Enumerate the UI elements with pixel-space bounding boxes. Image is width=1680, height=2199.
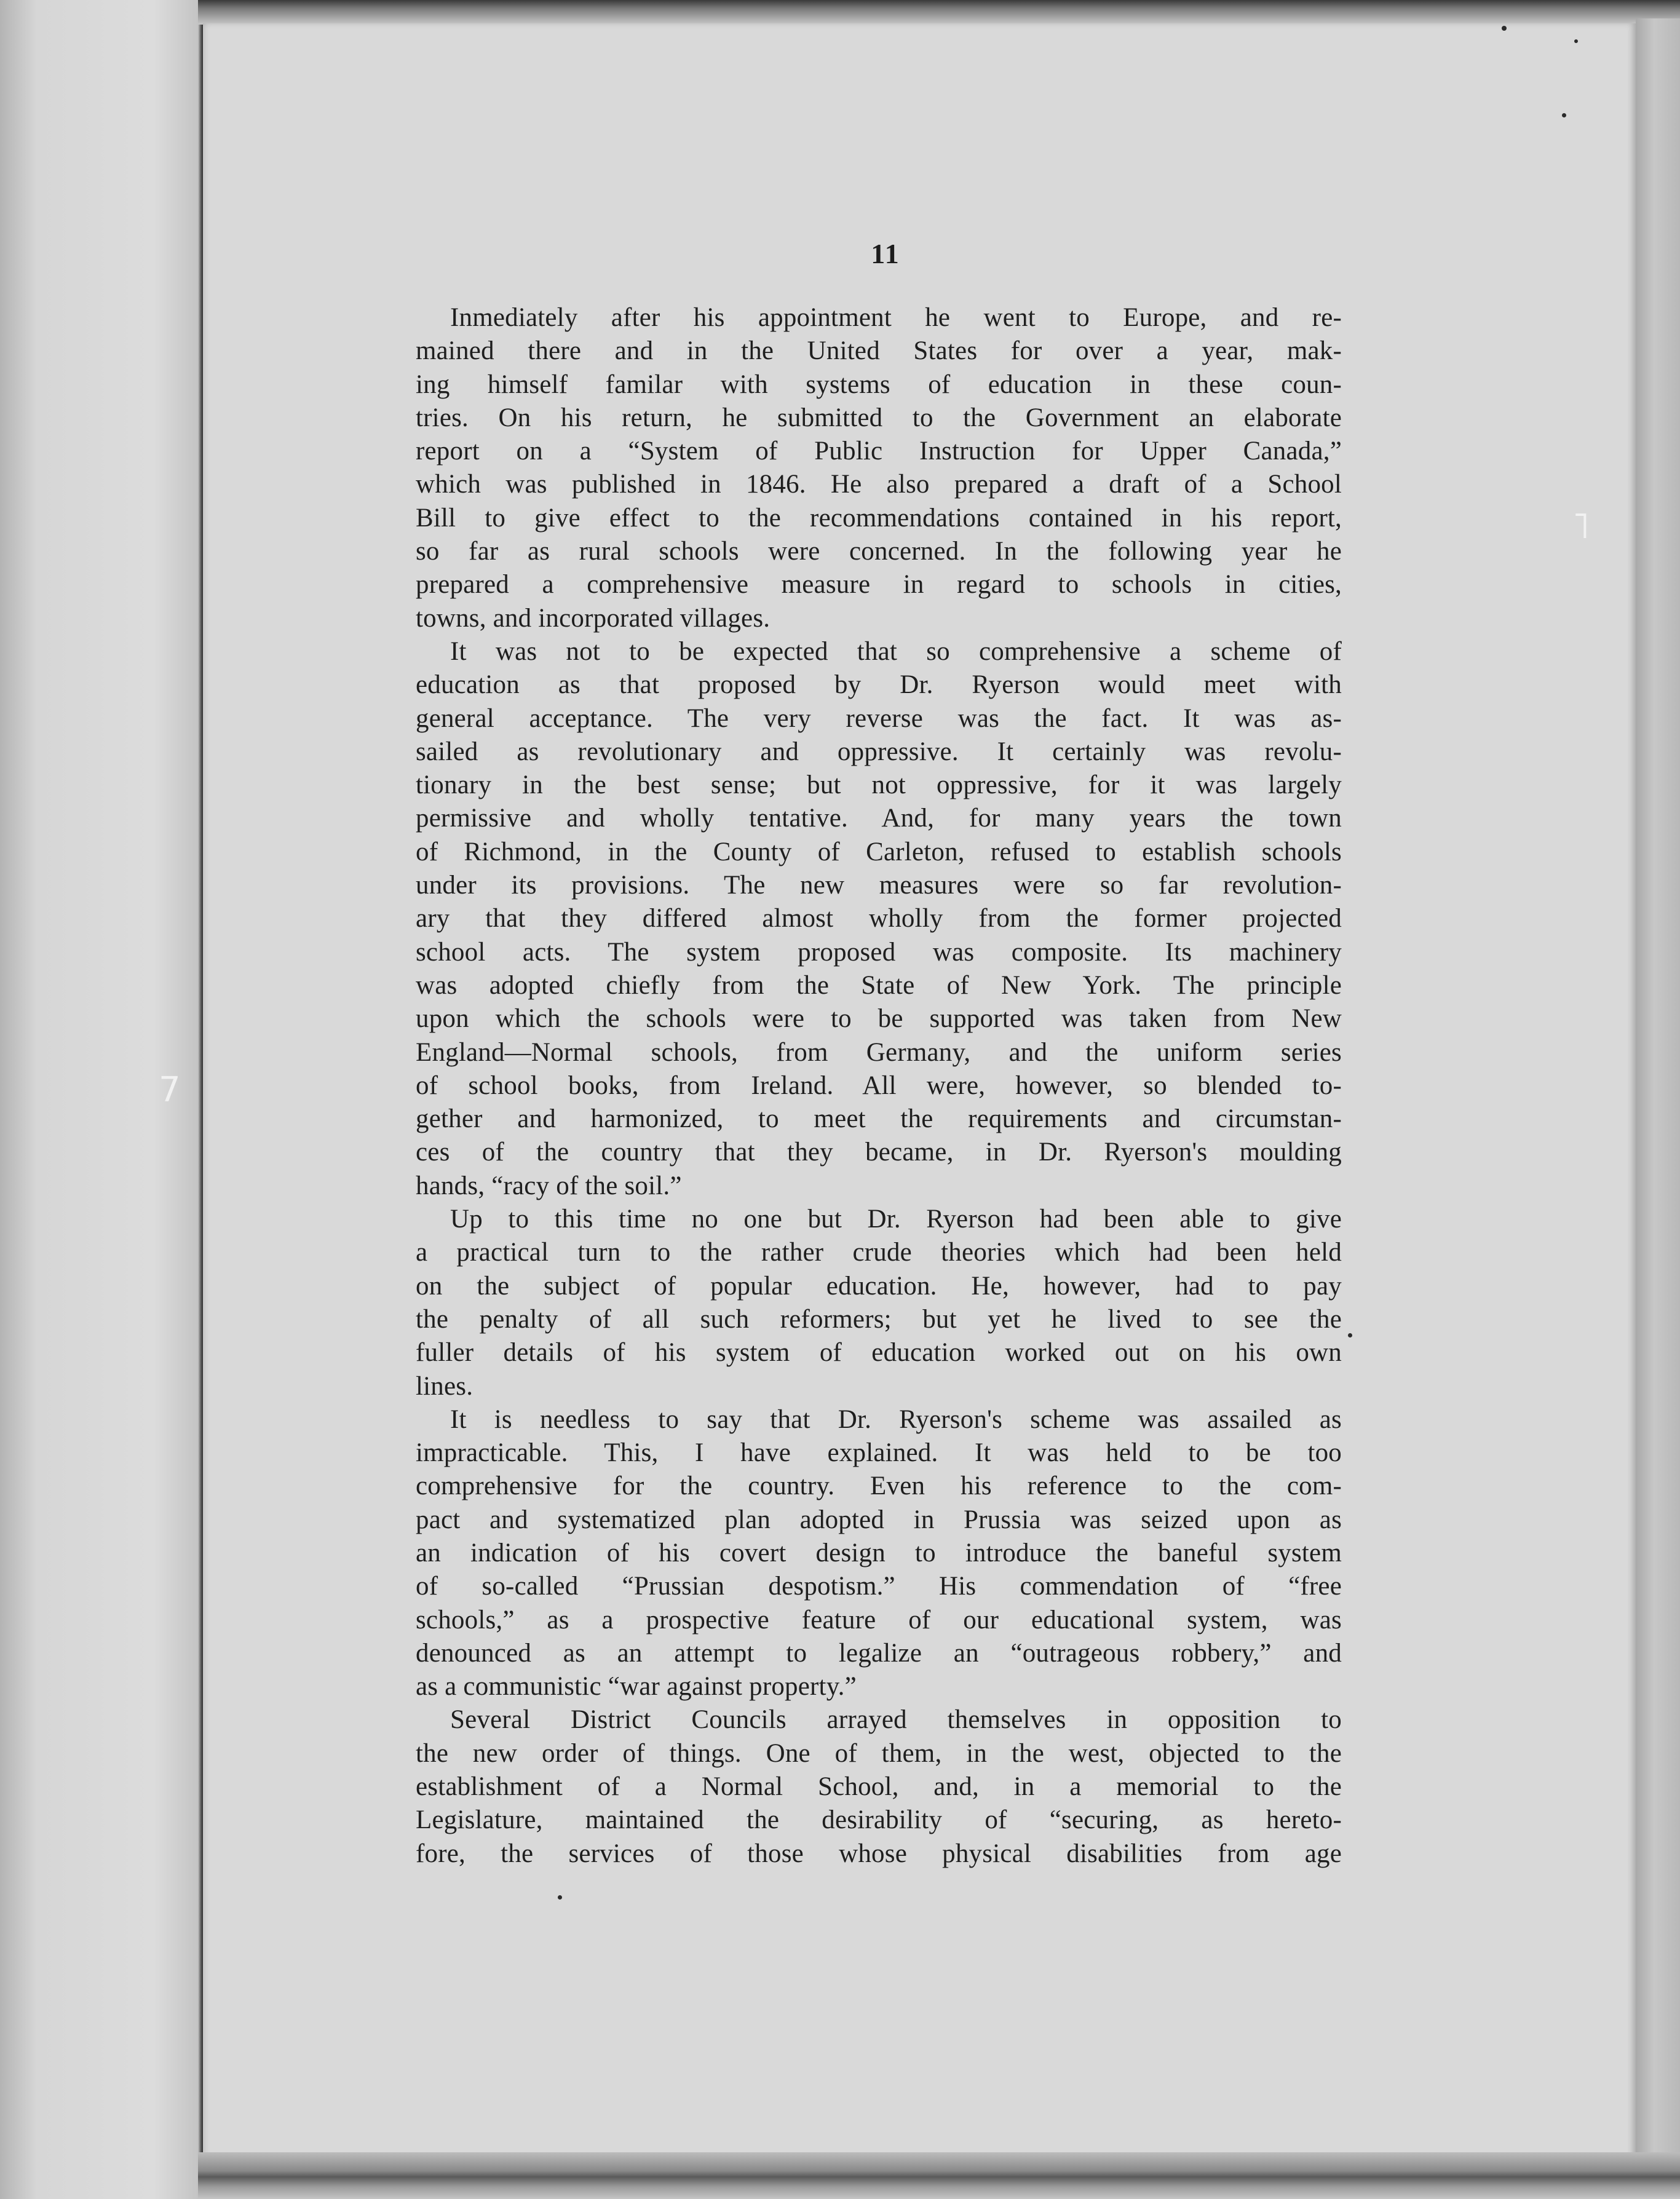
text-line: the penalty of all such reformers; but yet he lived to see the — [416, 1304, 1342, 1334]
text-line: ces of the country that they became, in Dr. Ryerson's moulding — [416, 1138, 1342, 1167]
body-text — [416, 301, 1342, 1871]
scan-speck — [1562, 113, 1566, 117]
text-line: impracticable. This, I have explained. It was held to be too — [416, 1438, 1342, 1468]
text-line: It is needless to say that Dr. Ryerson's scheme was assailed as — [450, 1405, 1342, 1434]
text-line: establishment of a Normal School, and, in a memorial to the — [416, 1772, 1342, 1802]
text-line: ary that they differed almost wholly from the former projected — [416, 904, 1342, 933]
text-line: as a communistic “war against property.” — [416, 1672, 857, 1702]
text-line: It was not to be expected that so comprehensive a scheme of — [450, 636, 1342, 666]
text-line: lines. — [416, 1371, 473, 1401]
text-line: Legislature, maintained the desirability of “securing, as hereto- — [416, 1805, 1342, 1835]
text-line: upon which the schools were to be supported was taken from New — [416, 1004, 1342, 1034]
page-top-edge — [198, 0, 1680, 25]
text-line: sailed as revolutionary and oppressive. It certainly was revolu- — [416, 737, 1342, 766]
scan-mark: ˥ — [1572, 504, 1590, 547]
page-bottom-edge — [198, 2152, 1680, 2199]
text-line: an indication of his covert design to introduce the baneful system — [416, 1538, 1342, 1567]
text-line: ing himself familar with systems of education in these coun- — [416, 370, 1342, 399]
text-line: mained there and in the United States for over a year, mak- — [416, 336, 1342, 366]
text-line: permissive and wholly tentative. And, for many years the town — [416, 804, 1342, 833]
text-line: a practical turn to the rather crude theories which had been held — [416, 1238, 1342, 1267]
text-line: report on a “System of Public Instruction for Upper Canada,” — [416, 437, 1342, 466]
text-line: prepared a comprehensive measure in regard to schools in cities, — [416, 570, 1342, 600]
text-line: fore, the services of those whose physical disabilities from age — [416, 1839, 1342, 1868]
text-line: Several District Councils arrayed themselves in opposition to — [450, 1705, 1342, 1735]
text-line: schools,” as a prospective feature of our educational system, was — [416, 1605, 1342, 1634]
page-right-edge — [1636, 18, 1680, 2199]
text-line: of so-called “Prussian despotism.” His commendation of “free — [416, 1572, 1342, 1601]
text-line: England—Normal schools, from Germany, and the uniform series — [416, 1037, 1342, 1067]
text-line: of Richmond, in the County of Carleton, refused to establish schools — [416, 837, 1342, 866]
text-line: tries. On his return, he submitted to the Government an elaborate — [416, 403, 1342, 432]
scan-speck — [1574, 39, 1578, 43]
scan-speck — [1502, 26, 1507, 31]
text-line: on the subject of popular education. He, however, had to pay — [416, 1271, 1342, 1301]
page-number: 11 — [871, 238, 900, 269]
text-line: so far as rural schools were concerned. In the following year he — [416, 537, 1342, 566]
text-line: pact and systematized plan adopted in Prussia was seized upon as — [416, 1505, 1342, 1534]
text-line: Inmediately after his appointment he went to Europe, and re- — [450, 303, 1342, 332]
text-line: comprehensive for the country. Even his reference to the com- — [416, 1472, 1342, 1501]
text-line: general acceptance. The very reverse was the fact. It was as- — [416, 703, 1342, 733]
text-line: gether and harmonized, to meet the requirements and circumstan- — [416, 1104, 1342, 1134]
text-line: fuller details of his system of education worked out on his own — [416, 1338, 1342, 1368]
text-line: towns, and incorporated villages. — [416, 603, 771, 633]
text-line: Up to this time no one but Dr. Ryerson had been able to give — [450, 1205, 1342, 1234]
text-line: of school books, from Ireland. All were, however, so blended to- — [416, 1071, 1342, 1100]
text-line: education as that proposed by Dr. Ryerson would meet with — [416, 670, 1342, 700]
text-line: under its provisions. The new measures were so far revolution- — [416, 871, 1342, 900]
text-line: tionary in the best sense; but not oppressive, for it was largely — [416, 771, 1342, 800]
scan-speck — [558, 1895, 562, 1900]
text-line: school acts. The system proposed was composite. Its machinery — [416, 937, 1342, 967]
text-line: was adopted chiefly from the State of New York. The principle — [416, 970, 1342, 1000]
text-line: which was published in 1846. He also prepared a draft of a School — [416, 470, 1342, 499]
text-line: denounced as an attempt to legalize an “outrageous robbery,” and — [416, 1638, 1342, 1668]
text-line: Bill to give effect to the recommendations contained in his report, — [416, 503, 1342, 533]
scan-mark: 7 — [159, 1070, 181, 1110]
scan-speck — [1348, 1333, 1352, 1337]
text-line: hands, “racy of the soil.” — [416, 1171, 682, 1200]
text-line: the new order of things. One of them, in the west, objected to the — [416, 1738, 1342, 1768]
